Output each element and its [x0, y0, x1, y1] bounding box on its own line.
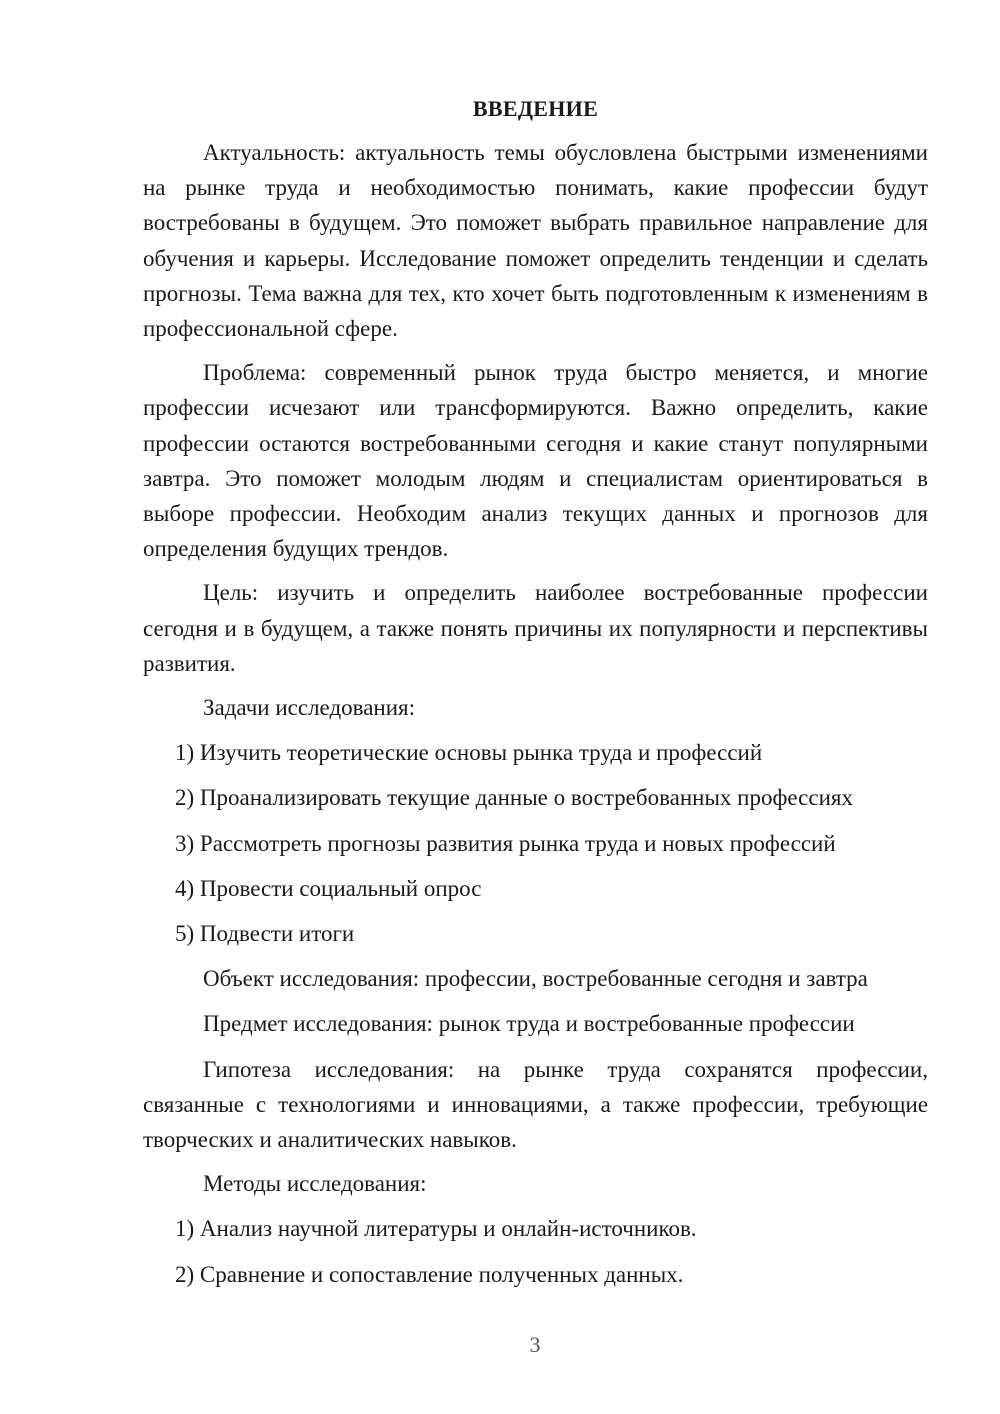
tasks-list: [143, 735, 928, 951]
list-item: 4) Провести социальный опрос: [175, 875, 482, 901]
object-line: Объект исследования: профессии, востребованные сегодня и завтра: [203, 966, 868, 992]
list-item: 3) Рассмотреть прогнозы развития рынка труда и новых профессий: [175, 830, 836, 856]
list-item: 2) Сравнение и сопоставление полученных данных.: [175, 1261, 684, 1287]
goal-paragraph: Цель: изучить и определить наиболее востребованные профессии сегодня и в будущем, а также понять причины их популярности и перспективы развития.: [143, 580, 928, 676]
hypothesis-paragraph: Гипотеза исследования: на рынке труда сохранятся профессии, связанные с технологиями и инновациями, а также профессии, требующие творческих и аналитических навыков.: [143, 1056, 928, 1153]
relevance-paragraph: Актуальность: актуальность темы обусловлена быстрыми изменениями на рынке труда и необходимостью понимать, какие профессии будут востребованы в будущем. Это поможет выбрать правильное направление для обучения и карьеры. Исследование поможет определить тенденции и сделать прогнозы. Тема важна для тех, кто хочет быть подготовленным к изменениям в профессиональной сфере.: [143, 140, 928, 342]
page-number: 3: [529, 1332, 541, 1357]
list-item: 2) Проанализировать текущие данные о востребованных профессиях: [175, 785, 853, 811]
problem-paragraph: Проблема: современный рынок труда быстро меняется, и многие профессии исчезают или трансформируются. Важно определить, какие профессии остаются востребованными сегодня и какие станут популярными завтра. Это поможет молодым людям и специалистам ориентироваться в выборе профессии. Необходим анализ текущих данных и прогнозов для определения будущих трендов.: [143, 360, 928, 562]
methods-list: [143, 1211, 928, 1291]
methods-heading: Методы исследования:: [203, 1171, 427, 1197]
document-page: [143, 92, 928, 1302]
tasks-heading: Задачи исследования:: [203, 695, 416, 721]
subject-line: Предмет исследования: рынок труда и востребованные профессии: [203, 1011, 855, 1037]
list-item: 1) Изучить теоретические основы рынка труда и профессий: [175, 740, 763, 766]
list-item: 5) Подвести итоги: [175, 921, 355, 947]
page-title: ВВЕДЕНИЕ: [472, 96, 599, 121]
list-item: 1) Анализ научной литературы и онлайн-источников.: [175, 1216, 697, 1242]
